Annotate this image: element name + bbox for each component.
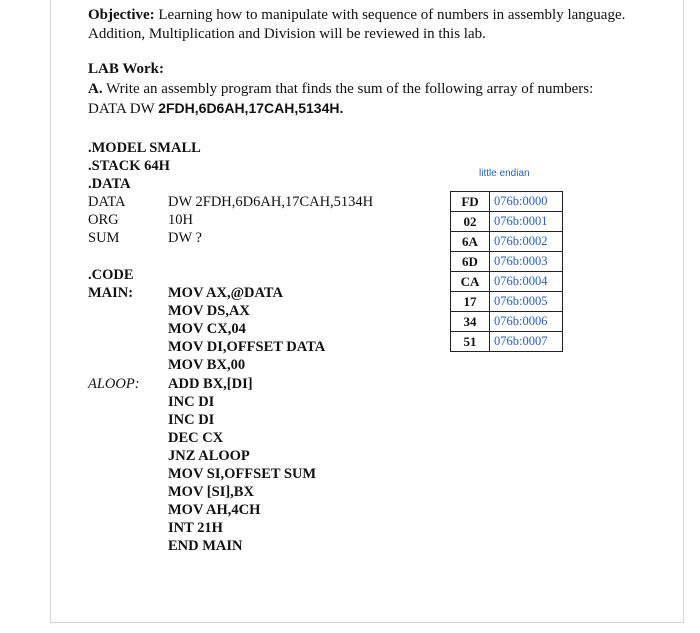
data-row-name: DATA [88, 194, 126, 210]
memory-address: 076b:0003 [490, 252, 563, 272]
memory-row [451, 332, 563, 352]
memory-address: 076b:0006 [490, 312, 563, 332]
instruction-line: INC DI [168, 412, 215, 428]
instruction-line: MOV AX,@DATA [168, 285, 283, 301]
instruction-line: MOV SI,OFFSET SUM [168, 466, 317, 482]
memory-byte: 34 [451, 312, 490, 332]
memory-byte: 17 [451, 292, 490, 312]
instruction-line: ADD BX,[DI] [168, 376, 253, 392]
memory-byte: 51 [451, 332, 490, 352]
objective-paragraph [88, 6, 648, 44]
memory-row [451, 252, 563, 272]
task-array-values: 2FDH,6D6AH,17CAH,5134H. [158, 100, 344, 116]
aloop-label: ALOOP: [88, 376, 140, 392]
memory-byte: 6D [451, 252, 490, 272]
objective-label: Objective: [88, 7, 155, 23]
task-prefix: A. [88, 81, 103, 97]
instruction-line: MOV DI,OFFSET DATA [168, 339, 326, 355]
memory-address: 076b:0002 [490, 232, 563, 252]
memory-row [451, 272, 563, 292]
memory-row [451, 192, 563, 212]
instruction-line: MOV [SI],BX [168, 484, 254, 500]
memory-address: 076b:0007 [490, 332, 563, 352]
memory-byte: FD [451, 192, 490, 212]
data-row-name: ORG [88, 212, 119, 228]
main-label: MAIN: [88, 285, 134, 301]
memory-address: 076b:0004 [490, 272, 563, 292]
task-text: Write an assembly program that finds the sum of the following array of numbers: [106, 81, 594, 97]
data-row-value: 10H [168, 212, 193, 228]
little-endian-label: little endian [479, 168, 530, 179]
directive-stack: .STACK 64H [88, 158, 170, 174]
memory-address: 076b:0001 [490, 212, 563, 232]
memory-row [451, 292, 563, 312]
instruction-line: MOV CX,04 [168, 321, 246, 337]
memory-byte: CA [451, 272, 490, 292]
memory-row [451, 212, 563, 232]
task-paragraph [88, 80, 608, 119]
data-row-value: DW 2FDH,6D6AH,17CAH,5134H [168, 194, 374, 210]
memory-table [450, 191, 563, 352]
lab-work-heading: LAB Work: [88, 61, 164, 77]
directive-data: .DATA [88, 176, 131, 192]
instruction-line: END MAIN [168, 538, 243, 554]
code-label: .CODE [88, 267, 134, 283]
memory-row [451, 232, 563, 252]
data-row-value: DW ? [168, 230, 202, 246]
memory-address: 076b:0000 [490, 192, 563, 212]
data-row-name: SUM [88, 230, 120, 246]
memory-address: 076b:0005 [490, 292, 563, 312]
objective-text: Learning how to manipulate with sequence of numbers in assembly language. Addition, Multiplication and Division will be reviewed in this lab. [88, 7, 626, 42]
instruction-line: INC DI [168, 394, 215, 410]
instruction-line: JNZ ALOOP [168, 448, 250, 464]
memory-row [451, 312, 563, 332]
instruction-line: DEC CX [168, 430, 224, 446]
instruction-line: MOV AH,4CH [168, 502, 261, 518]
memory-byte: 02 [451, 212, 490, 232]
directive-model: .MODEL SMALL [88, 140, 201, 156]
task-array-decl: DATA DW [88, 101, 155, 117]
instruction-line: INT 21H [168, 520, 223, 536]
instruction-line: MOV DS,AX [168, 303, 250, 319]
memory-byte: 6A [451, 232, 490, 252]
instruction-line: MOV BX,00 [168, 357, 246, 373]
